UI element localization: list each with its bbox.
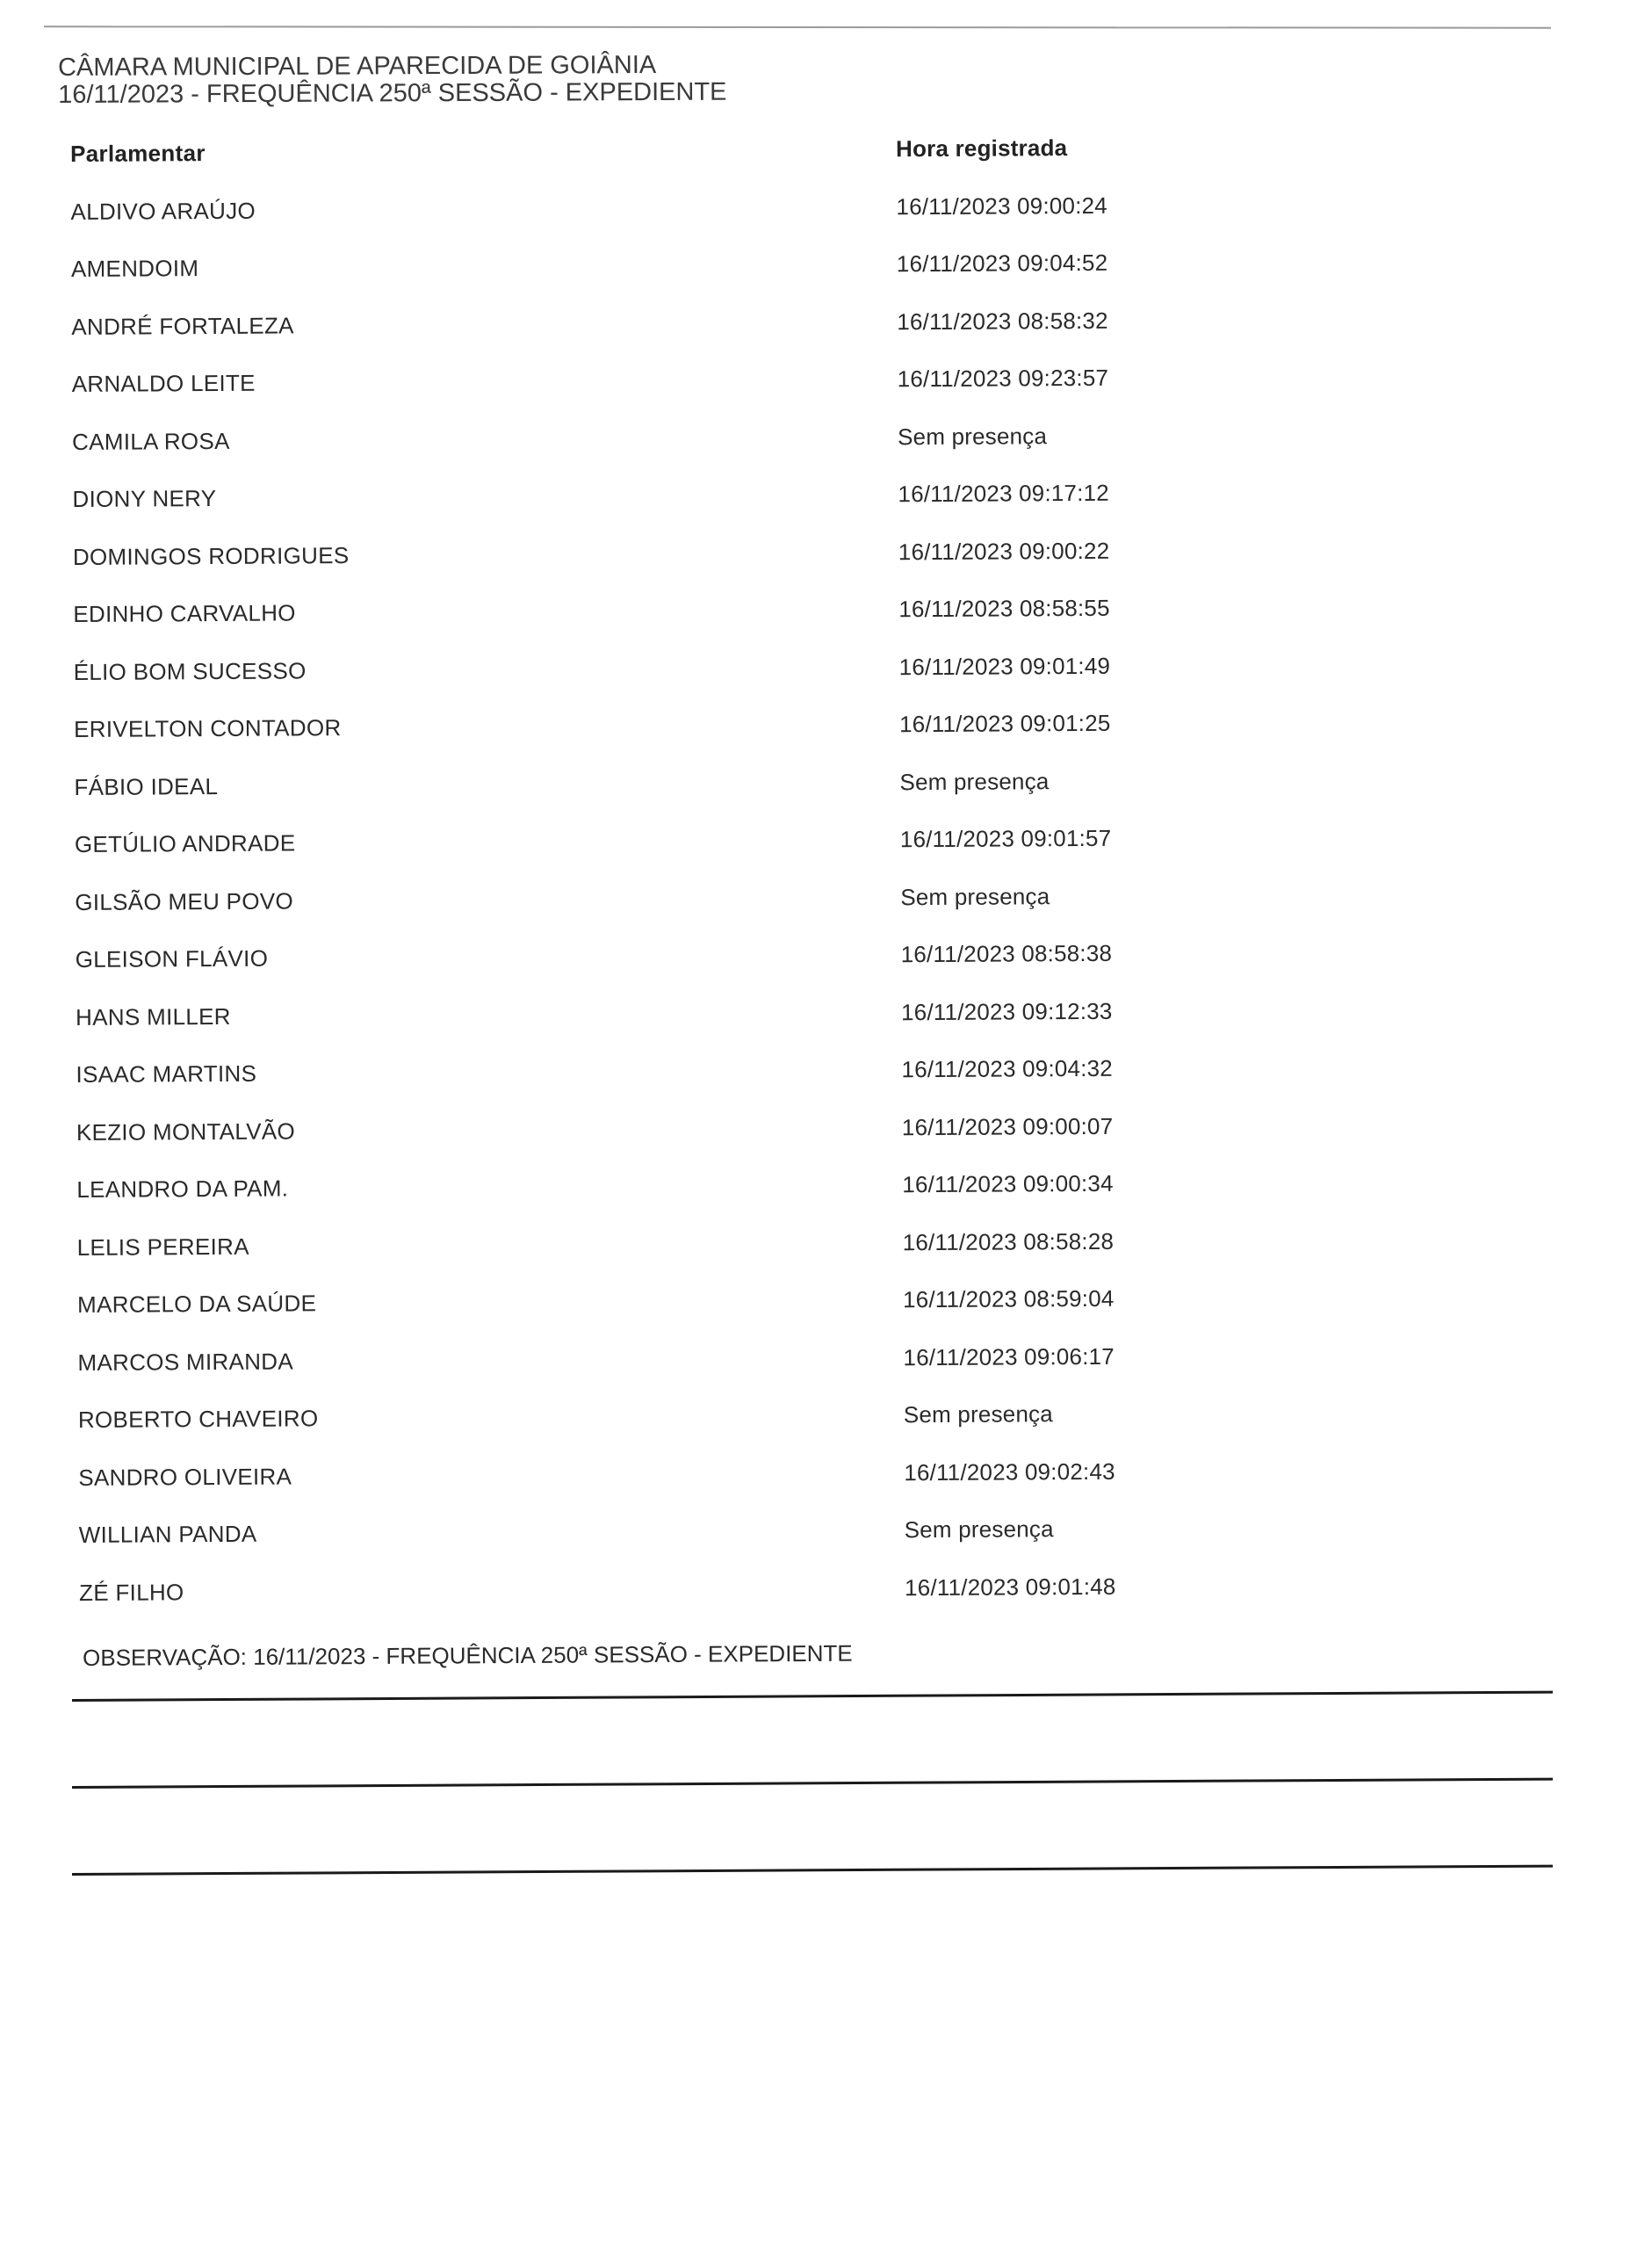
- parlamentar-name: SANDRO OLIVEIRA: [78, 1462, 292, 1491]
- hora-registrada: 16/11/2023 09:06:17: [903, 1342, 1115, 1370]
- parlamentar-name: LELIS PEREIRA: [76, 1233, 249, 1261]
- table-row: [71, 307, 1213, 371]
- parlamentar-name: CAMILA ROSA: [72, 427, 230, 455]
- parlamentar-name: FÁBIO IDEAL: [74, 772, 219, 800]
- hora-registrada: 16/11/2023 09:12:33: [900, 997, 1113, 1025]
- hora-registrada: 16/11/2023 08:58:55: [898, 594, 1110, 623]
- hora-registrada: 16/11/2023 09:01:57: [899, 824, 1112, 853]
- hora-registrada: 16/11/2023 09:01:49: [898, 652, 1111, 680]
- table-row: [76, 1054, 1217, 1118]
- table-row: [70, 192, 1212, 256]
- table-row: [76, 1169, 1218, 1233]
- parlamentar-name: ROBERTO CHAVEIRO: [77, 1405, 319, 1433]
- parlamentar-name: DOMINGOS RODRIGUES: [72, 541, 350, 570]
- table-row: [73, 537, 1215, 601]
- table-row: [75, 824, 1216, 888]
- hora-registrada: Sem presença: [903, 1400, 1054, 1428]
- hora-registrada: 16/11/2023 09:00:22: [898, 537, 1110, 565]
- hora-registrada: 16/11/2023 09:00:24: [896, 192, 1107, 220]
- hora-registrada: 16/11/2023 08:59:04: [902, 1284, 1115, 1313]
- parlamentar-name: MARCOS MIRANDA: [77, 1347, 294, 1376]
- parlamentar-name: ARNALDO LEITE: [71, 369, 256, 397]
- table-header-row: [70, 134, 1212, 198]
- hora-registrada: Sem presença: [904, 1515, 1054, 1544]
- institution-title: CÂMARA MUNICIPAL DE APARECIDA DE GOIÂNIA: [57, 51, 657, 82]
- column-header-parlamentar: Parlamentar: [70, 140, 206, 167]
- table-row: [78, 1399, 1220, 1464]
- hora-registrada: Sem presença: [897, 422, 1048, 450]
- table-row: [71, 249, 1213, 313]
- table-row: [77, 1227, 1219, 1291]
- table-row: [77, 1342, 1219, 1407]
- hora-registrada: 16/11/2023 09:23:57: [897, 364, 1109, 393]
- table-row: [74, 652, 1216, 716]
- hora-registrada: 16/11/2023 09:00:34: [902, 1169, 1114, 1198]
- parlamentar-name: DIONY NERY: [72, 484, 217, 512]
- parlamentar-name: GILSÃO MEU POVO: [75, 886, 294, 915]
- parlamentar-name: ERIVELTON CONTADOR: [74, 714, 342, 742]
- parlamentar-name: EDINHO CARVALHO: [73, 599, 296, 627]
- parlamentar-name: WILLIAN PANDA: [78, 1520, 257, 1548]
- parlamentar-name: ALDIVO ARAÚJO: [70, 197, 256, 225]
- hora-registrada: 16/11/2023 09:00:07: [901, 1112, 1114, 1140]
- table-row: [72, 422, 1214, 486]
- document-header: [58, 52, 727, 109]
- hora-registrada: 16/11/2023 09:04:32: [901, 1054, 1114, 1083]
- column-header-hora-registrada: Hora registrada: [895, 134, 1068, 163]
- table-row: [72, 479, 1214, 543]
- table-body: [70, 192, 1221, 1637]
- table-row: [77, 1284, 1219, 1349]
- top-divider: [44, 25, 1551, 28]
- table-row: [74, 709, 1216, 773]
- hora-registrada: 16/11/2023 09:17:12: [898, 479, 1109, 508]
- table-row: [75, 882, 1216, 946]
- observation-text: OBSERVAÇÃO: 16/11/2023 - FREQUÊNCIA 250ª SESSÃO - EXPEDIENTE: [83, 1639, 853, 1671]
- parlamentar-name: ÉLIO BOM SUCESSO: [73, 656, 307, 685]
- hora-registrada: 16/11/2023 09:01:48: [904, 1573, 1116, 1601]
- table-row: [78, 1457, 1220, 1522]
- table-row: [76, 1112, 1218, 1176]
- observation-line-3: [72, 1865, 1553, 1876]
- hora-registrada: 16/11/2023 09:02:43: [904, 1457, 1115, 1486]
- attendance-table: [70, 134, 1221, 1637]
- table-row: [79, 1573, 1221, 1637]
- parlamentar-name: MARCELO DA SAÚDE: [77, 1290, 317, 1318]
- parlamentar-name: ISAAC MARTINS: [76, 1059, 257, 1088]
- hora-registrada: Sem presença: [899, 767, 1050, 795]
- parlamentar-name: KEZIO MONTALVÃO: [76, 1117, 296, 1146]
- hora-registrada: 16/11/2023 08:58:32: [897, 307, 1108, 335]
- session-title: 16/11/2023 - FREQUÊNCIA 250ª SESSÃO - EXPEDIENTE: [58, 77, 727, 109]
- table-row: [72, 364, 1214, 428]
- parlamentar-name: HANS MILLER: [76, 1002, 231, 1030]
- parlamentar-name: ZÉ FILHO: [79, 1578, 184, 1606]
- hora-registrada: 16/11/2023 08:58:28: [902, 1227, 1115, 1255]
- hora-registrada: Sem presença: [900, 882, 1050, 910]
- parlamentar-name: ANDRÉ FORTALEZA: [71, 311, 294, 340]
- parlamentar-name: LEANDRO DA PAM.: [76, 1175, 289, 1203]
- observation-line-2: [72, 1778, 1553, 1789]
- table-row: [74, 767, 1216, 831]
- parlamentar-name: AMENDOIM: [70, 255, 199, 282]
- hora-registrada: 16/11/2023 09:01:25: [898, 709, 1111, 738]
- table-row: [76, 997, 1217, 1061]
- table-row: [73, 594, 1215, 658]
- parlamentar-name: GLEISON FLÁVIO: [75, 944, 269, 973]
- hora-registrada: 16/11/2023 08:58:38: [900, 939, 1113, 968]
- hora-registrada: 16/11/2023 09:04:52: [896, 249, 1108, 278]
- table-row: [76, 939, 1217, 1003]
- parlamentar-name: GETÚLIO ANDRADE: [74, 829, 296, 857]
- observation-line-1: [72, 1691, 1553, 1702]
- table-row: [79, 1515, 1221, 1579]
